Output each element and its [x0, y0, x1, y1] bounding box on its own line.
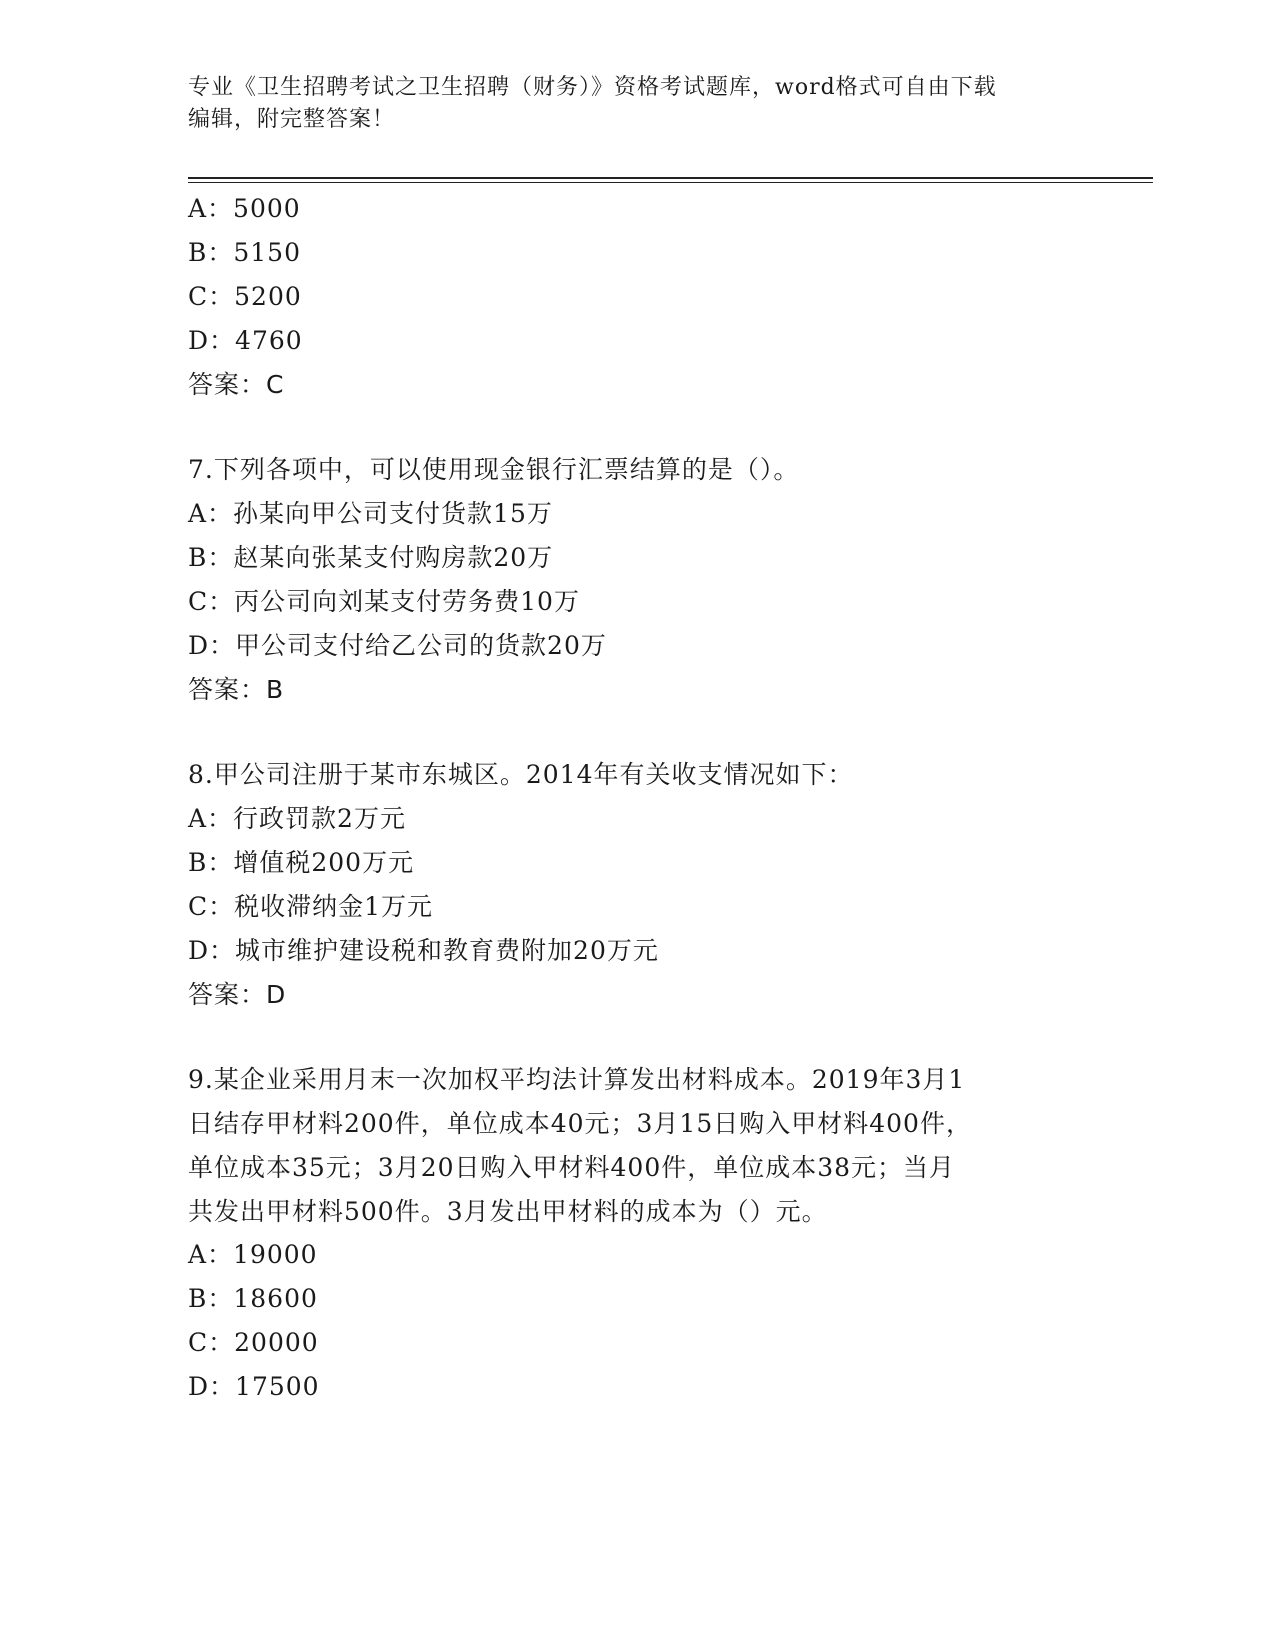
q8-option-a: A：行政罚款2万元 — [188, 804, 406, 833]
q9-option-d: D：17500 — [188, 1372, 320, 1401]
q7-option-b: B：赵某向张某支付购房款20万 — [188, 543, 554, 572]
header-line-2: 编辑，附完整答案！ — [188, 107, 396, 132]
q9-option-a: A：19000 — [188, 1240, 318, 1269]
q9-option-b: B：18600 — [188, 1284, 318, 1313]
q9-question-line-1: 9.某企业采用月末一次加权平均法计算发出材料成本。2019年3月1 — [188, 1065, 966, 1094]
q6-option-c: C：5200 — [188, 282, 302, 311]
q7-option-c: C：丙公司向刘某支付劳务费10万 — [188, 587, 580, 616]
q9-option-c: C：20000 — [188, 1328, 319, 1357]
document-header — [188, 72, 1088, 136]
q9-question-line-2: 日结存甲材料200件，单位成本40元；3月15日购入甲材料400件， — [188, 1109, 972, 1138]
q7-question: 7.下列各项中，可以使用现金银行汇票结算的是（）。 — [188, 455, 800, 484]
q6-option-d: D：4760 — [188, 326, 303, 355]
header-divider-thin — [188, 182, 1153, 183]
q8-answer: 答案：D — [188, 980, 287, 1009]
q9-question-line-4: 共发出甲材料500件。3月发出甲材料的成本为（）元。 — [188, 1197, 828, 1226]
q8-question: 8.甲公司注册于某市东城区。2014年有关收支情况如下： — [188, 760, 854, 789]
q8-option-d: D：城市维护建设税和教育费附加20万元 — [188, 936, 659, 965]
q9-question-line-3: 单位成本35元；3月20日购入甲材料400件，单位成本38元；当月 — [188, 1153, 956, 1182]
q7-option-a: A：孙某向甲公司支付货款15万 — [188, 499, 553, 528]
q6-option-a: A：5000 — [188, 194, 301, 223]
q6-answer: 答案：C — [188, 370, 285, 399]
q8-option-c: C：税收滞纳金1万元 — [188, 892, 434, 921]
q7-answer: 答案：B — [188, 675, 285, 704]
q7-option-d: D：甲公司支付给乙公司的货款20万 — [188, 631, 607, 660]
header-line-1: 专业《卫生招聘考试之卫生招聘（财务）》资格考试题库，word格式可自由下载 — [188, 75, 997, 100]
q6-option-b: B：5150 — [188, 238, 301, 267]
header-divider-thick — [188, 177, 1153, 179]
q8-option-b: B：增值税200万元 — [188, 848, 415, 877]
